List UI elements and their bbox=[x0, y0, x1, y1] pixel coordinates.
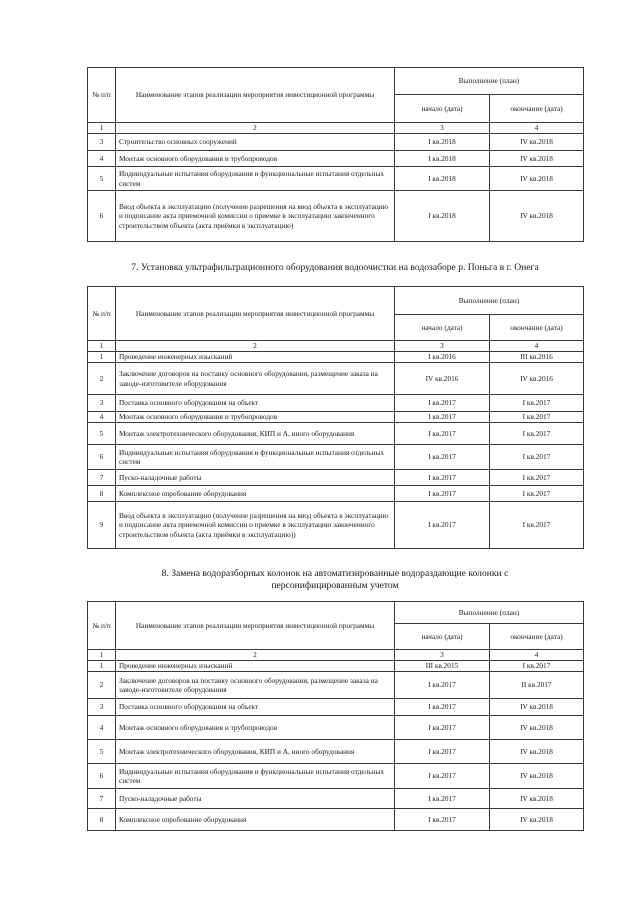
index-cell: 4 bbox=[490, 123, 584, 134]
table-row bbox=[88, 716, 584, 740]
index-cell: 4 bbox=[490, 341, 584, 352]
row-end: III кв.2016 bbox=[490, 352, 584, 363]
row-end: II кв.2017 bbox=[490, 672, 584, 699]
row-start: I кв.2017 bbox=[395, 716, 490, 740]
row-start: I кв.2018 bbox=[395, 191, 490, 242]
row-stage-name: Поставка основного оборудования на объект bbox=[116, 699, 395, 716]
row-end: IV кв.2016 bbox=[490, 363, 584, 395]
row-number: 4 bbox=[88, 412, 116, 423]
row-number: 4 bbox=[88, 151, 116, 167]
index-cell: 3 bbox=[395, 650, 490, 661]
table-row bbox=[88, 412, 584, 423]
table-row bbox=[88, 764, 584, 789]
header-start: начало (дата) bbox=[395, 624, 490, 650]
row-stage-name: Проведение инженерных изысканий bbox=[116, 661, 395, 672]
header-start: начало (дата) bbox=[395, 315, 490, 341]
header-end: окончание (дата) bbox=[490, 95, 584, 123]
table-row bbox=[88, 470, 584, 486]
row-start: I кв.2017 bbox=[395, 412, 490, 423]
row-start: I кв.2017 bbox=[395, 423, 490, 445]
row-number: 4 bbox=[88, 716, 116, 740]
row-end: IV кв.2018 bbox=[490, 151, 584, 167]
row-stage-name: Индивидуальные испытания оборудования и функциональные испытания отдельных систем bbox=[116, 764, 395, 789]
row-number: 3 bbox=[88, 134, 116, 151]
header-end: окончание (дата) bbox=[490, 315, 584, 341]
row-number: 8 bbox=[88, 809, 116, 831]
table-row bbox=[88, 352, 584, 363]
row-end: I кв.2017 bbox=[490, 502, 584, 549]
table-row bbox=[88, 809, 584, 831]
index-cell: 2 bbox=[116, 123, 395, 134]
row-end: IV кв.2018 bbox=[490, 716, 584, 740]
header-name: Наименование этапов реализации мероприятия инвестиционной программы bbox=[116, 68, 395, 123]
row-stage-name: Индивидуальные испытания оборудования и функциональные испытания отдельных систем bbox=[116, 445, 395, 470]
row-start: I кв.2016 bbox=[395, 352, 490, 363]
row-number: 2 bbox=[88, 363, 116, 395]
table-row bbox=[88, 502, 584, 549]
header-end: окончание (дата) bbox=[490, 624, 584, 650]
row-start: I кв.2017 bbox=[395, 395, 490, 412]
row-start: I кв.2017 bbox=[395, 502, 490, 549]
index-cell: 3 bbox=[395, 123, 490, 134]
row-end: IV кв.2018 bbox=[490, 134, 584, 151]
row-number: 5 bbox=[88, 740, 116, 764]
row-stage-name: Ввод объекта в эксплуатацию (получение разрешения на ввод объекта в эксплуатацию и подписание акта приемочной комиссии о приемке в эксплуатацию законченного строительством объекта (акта приёмки в эксплуатацию)) bbox=[116, 502, 395, 549]
row-number: 7 bbox=[88, 789, 116, 809]
row-end: I кв.2017 bbox=[490, 395, 584, 412]
table-row bbox=[88, 486, 584, 502]
row-number: 8 bbox=[88, 486, 116, 502]
row-stage-name: Пуско-наладочные работы bbox=[116, 789, 395, 809]
row-start: I кв.2017 bbox=[395, 672, 490, 699]
row-end: IV кв.2018 bbox=[490, 809, 584, 831]
header-num: № п/п bbox=[88, 68, 116, 123]
row-end: IV кв.2018 bbox=[490, 167, 584, 191]
row-start: I кв.2017 bbox=[395, 809, 490, 831]
row-stage-name: Монтаж основного оборудования и трубопроводов bbox=[116, 151, 395, 167]
table-row bbox=[88, 167, 584, 191]
row-stage-name: Монтаж электротехнического оборудования, КИП и А, иного оборудования bbox=[116, 740, 395, 764]
row-number: 3 bbox=[88, 699, 116, 716]
row-start: I кв.2017 bbox=[395, 764, 490, 789]
schedule-table-1 bbox=[87, 67, 584, 242]
row-start: I кв.2017 bbox=[395, 445, 490, 470]
row-stage-name: Заключение договоров на поставку основного оборудования, размещение заказа на заводе-изготовителе оборудования bbox=[116, 363, 395, 395]
header-start: начало (дата) bbox=[395, 95, 490, 123]
header-name: Наименование этапов реализации мероприятия инвестиционной программы bbox=[116, 602, 395, 650]
row-number: 2 bbox=[88, 672, 116, 699]
row-end: IV кв.2018 bbox=[490, 764, 584, 789]
table-row bbox=[88, 395, 584, 412]
table-row bbox=[88, 445, 584, 470]
row-start: III кв.2015 bbox=[395, 661, 490, 672]
row-end: I кв.2017 bbox=[490, 486, 584, 502]
row-number: 1 bbox=[88, 352, 116, 363]
row-end: IV кв.2018 bbox=[490, 191, 584, 242]
schedule-table-3 bbox=[87, 601, 584, 831]
section-title-8: 8. Замена водоразборных колонок на автоматизированные водораздающие колонки с персонифицированным учетом bbox=[161, 568, 509, 591]
row-stage-name: Проведение инженерных изысканий bbox=[116, 352, 395, 363]
row-stage-name: Монтаж электротехнического оборудования, КИП и А, иного оборудования bbox=[116, 423, 395, 445]
row-stage-name: Строительство основных сооружений bbox=[116, 134, 395, 151]
row-start: I кв.2017 bbox=[395, 740, 490, 764]
row-start: I кв.2017 bbox=[395, 789, 490, 809]
row-number: 5 bbox=[88, 423, 116, 445]
row-end: I кв.2017 bbox=[490, 445, 584, 470]
row-number: 6 bbox=[88, 191, 116, 242]
row-start: I кв.2018 bbox=[395, 151, 490, 167]
row-number: 6 bbox=[88, 445, 116, 470]
row-stage-name: Ввод объекта в эксплуатацию (получение разрешения на ввод объекта в эксплуатацию и подписание акта приемочной комиссии о приемке в эксплуатацию законченного строительством объекта (акта приёмки в эксплуатацию) bbox=[116, 191, 395, 242]
table-row bbox=[88, 151, 584, 167]
row-start: I кв.2018 bbox=[395, 167, 490, 191]
row-start: I кв.2017 bbox=[395, 699, 490, 716]
row-end: I кв.2017 bbox=[490, 661, 584, 672]
row-start: I кв.2018 bbox=[395, 134, 490, 151]
header-num: № п/п bbox=[88, 602, 116, 650]
index-cell: 4 bbox=[490, 650, 584, 661]
index-cell: 1 bbox=[88, 650, 116, 661]
header-exec: Выполнение (план) bbox=[395, 602, 584, 624]
table-row bbox=[88, 191, 584, 242]
row-end: I кв.2017 bbox=[490, 423, 584, 445]
row-stage-name: Монтаж основного оборудования и трубопроводов bbox=[116, 716, 395, 740]
schedule-table-2 bbox=[87, 286, 584, 549]
row-stage-name: Заключение договоров на поставку основного оборудования, размещение заказа на заводе-изготовителе оборудования bbox=[116, 672, 395, 699]
row-number: 6 bbox=[88, 764, 116, 789]
table-row bbox=[88, 740, 584, 764]
header-name: Наименование этапов реализации мероприятия инвестиционной программы bbox=[116, 287, 395, 341]
index-cell: 3 bbox=[395, 341, 490, 352]
index-cell: 1 bbox=[88, 341, 116, 352]
row-start: IV кв.2016 bbox=[395, 363, 490, 395]
header-exec: Выполнение (план) bbox=[395, 287, 584, 315]
row-number: 3 bbox=[88, 395, 116, 412]
table-row bbox=[88, 789, 584, 809]
header-exec: Выполнение (план) bbox=[395, 68, 584, 95]
index-cell: 1 bbox=[88, 123, 116, 134]
table-row bbox=[88, 363, 584, 395]
row-stage-name: Комплексное опробование оборудования bbox=[116, 486, 395, 502]
row-end: I кв.2017 bbox=[490, 470, 584, 486]
section-title-7: 7. Установка ультрафильтрационного оборудования водоочистки на водозаборе р. Поньга в г. Онега bbox=[131, 262, 539, 273]
table-row bbox=[88, 134, 584, 151]
table-row bbox=[88, 661, 584, 672]
row-number: 7 bbox=[88, 470, 116, 486]
row-start: I кв.2017 bbox=[395, 486, 490, 502]
row-end: I кв.2017 bbox=[490, 412, 584, 423]
row-end: IV кв.2018 bbox=[490, 789, 584, 809]
row-stage-name: Поставка основного оборудования на объект bbox=[116, 395, 395, 412]
row-number: 1 bbox=[88, 661, 116, 672]
row-number: 9 bbox=[88, 502, 116, 549]
table-row bbox=[88, 423, 584, 445]
row-end: IV кв.2018 bbox=[490, 699, 584, 716]
row-start: I кв.2017 bbox=[395, 470, 490, 486]
index-cell: 2 bbox=[116, 650, 395, 661]
header-num: № п/п bbox=[88, 287, 116, 341]
row-stage-name: Монтаж основного оборудования и трубопроводов bbox=[116, 412, 395, 423]
table-row bbox=[88, 699, 584, 716]
row-stage-name: Индивидуальные испытания оборудования и функциональные испытания отдельных систем bbox=[116, 167, 395, 191]
row-number: 5 bbox=[88, 167, 116, 191]
row-stage-name: Пуско-наладочные работы bbox=[116, 470, 395, 486]
row-end: IV кв.2018 bbox=[490, 740, 584, 764]
row-stage-name: Комплексное опробование оборудования bbox=[116, 809, 395, 831]
table-row bbox=[88, 672, 584, 699]
index-cell: 2 bbox=[116, 341, 395, 352]
